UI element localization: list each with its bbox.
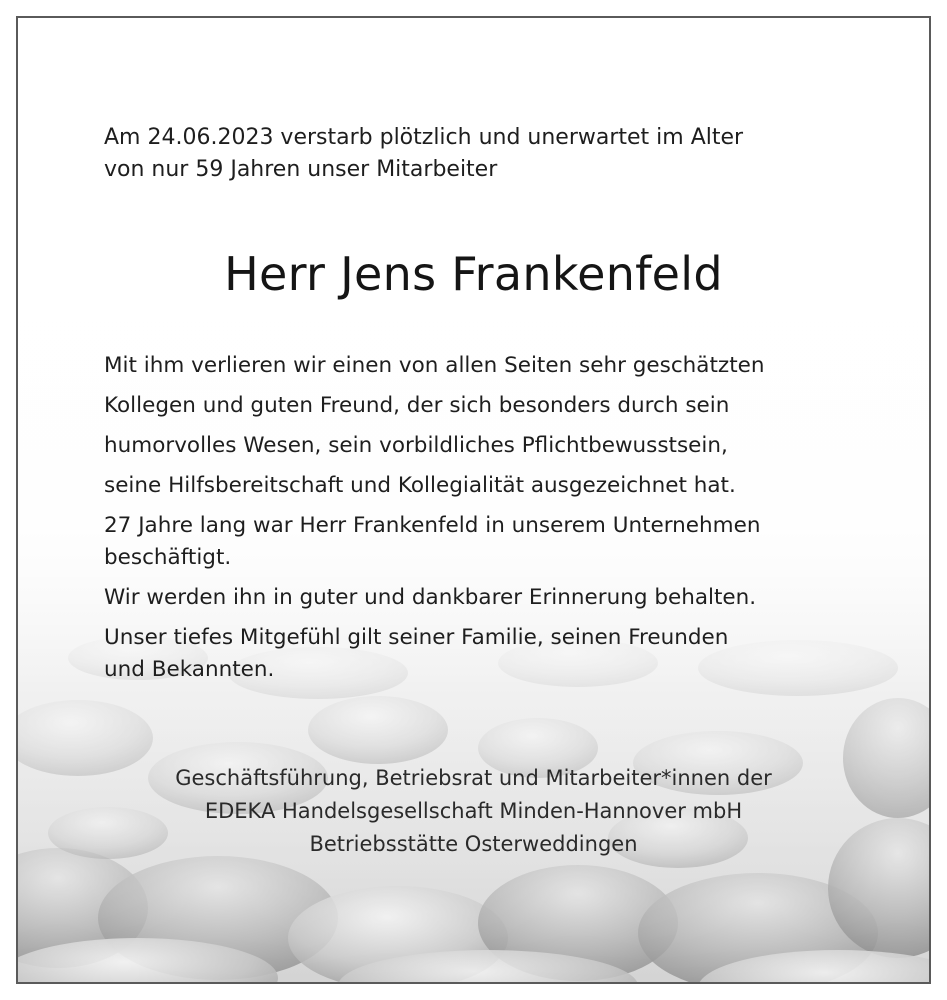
tribute-line-4: seine Hilfsbereitschaft und Kollegialität ausgezeichnet hat. [104,473,736,498]
signature-line-1: Geschäftsführung, Betriebsrat und Mitarbeiter*innen der [175,766,772,790]
condolence-line-2: und Bekannten. [104,657,275,682]
death-announcement [104,122,884,186]
tribute-text [104,346,894,694]
announcement-line-2: von nur 59 Jahren unser Mitarbeiter [104,157,498,182]
tenure-line-1: 27 Jahre lang war Herr Frankenfeld in unserem Unternehmen [104,513,761,538]
memory-paragraph: Wir werden ihn in guter und dankbarer Erinnerung behalten. [104,585,757,610]
condolence-paragraph [104,622,894,686]
signature-company: EDEKA Handelsgesellschaft Minden-Hannover mbH [204,799,743,823]
announcement-line-1: Am 24.06.2023 verstarb plötzlich und unerwartet im Alter [104,125,744,150]
signature-location: Betriebsstätte Osterweddingen [309,832,638,856]
tribute-line-1: Mit ihm verlieren wir einen von allen Seiten sehr geschätzten [104,353,765,378]
tribute-paragraph [104,346,894,506]
condolence-line-1: Unser tiefes Mitgefühl gilt seiner Familie, seinen Freunden [104,625,729,650]
tribute-line-2: Kollegen und guten Freund, der sich besonders durch sein [104,393,730,418]
signature-block [18,762,929,861]
deceased-name: Herr Jens Frankenfeld [224,247,723,301]
tribute-line-3: humorvolles Wesen, sein vorbildliches Pflichtbewusstsein, [104,433,728,458]
tenure-line-2: beschäftigt. [104,545,232,570]
tenure-paragraph [104,510,894,574]
obituary-notice [16,16,931,984]
